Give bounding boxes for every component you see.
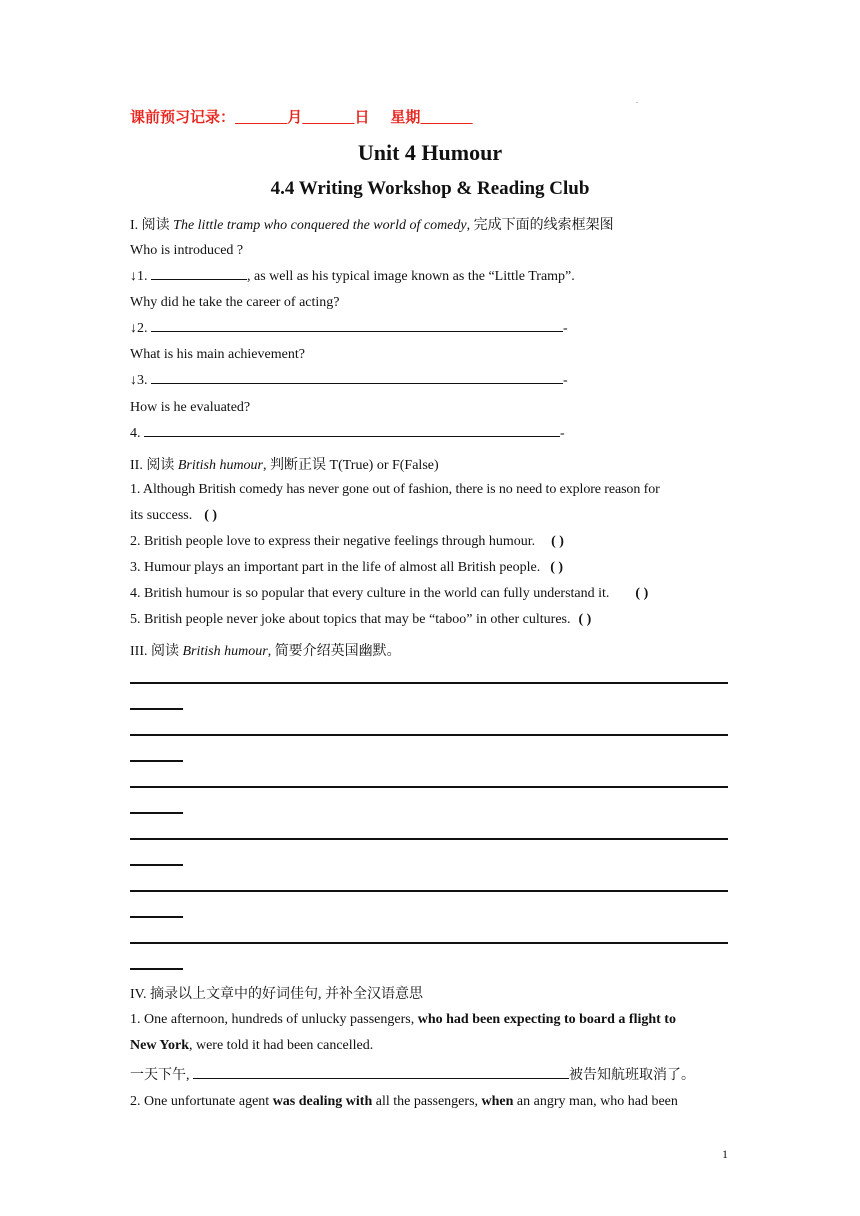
writing-line-short[interactable] [130,916,183,918]
section1-question-1: Who is introduced ? [130,243,244,258]
article-title: British humour [177,458,264,473]
day-label: 日 [354,108,370,126]
answer-blank-2[interactable] [151,330,563,332]
preview-record-line [130,106,473,127]
writing-line-short[interactable] [130,812,183,814]
tf-answer-paren-1[interactable]: ( ) [204,508,218,523]
answer-blank-3[interactable] [151,382,563,384]
section1-question-4: How is he evaluated? [130,400,251,415]
writing-line-short[interactable] [130,968,183,970]
tf-item-2: 2. British people love to express their negative feelings through humour. ( ) [130,534,564,549]
page-number: 1 [722,1147,728,1161]
section1-answer-2: ↓2. - [130,321,568,336]
answer-blank-4[interactable] [144,435,560,437]
writing-line[interactable] [130,838,728,840]
weekday-blank [420,108,472,126]
preview-label: 课前预习记录： [130,108,236,126]
excerpt-1-line2: New York, were told it had been cancelled. [130,1038,374,1053]
translation-blank-1[interactable] [193,1077,569,1079]
section1-question-2: Why did he take the career of acting? [130,295,340,310]
writing-line[interactable] [130,734,728,736]
tf-answer-paren-4[interactable]: ( ) [635,586,649,601]
article-title: The little tramp who conquered the world of comedy [173,218,467,233]
section1-answer-4: 4. - [130,426,565,441]
excerpt-2-line1: 2. One unfortunate agent was dealing with all the passengers, when an angry man, who had been [130,1094,678,1109]
weekday-label: 星期 [390,108,421,126]
month-label: 月 [287,108,303,126]
writing-line-short[interactable] [130,708,183,710]
day-blank [302,108,354,126]
answer-blank-1[interactable] [151,278,247,280]
writing-line[interactable] [130,890,728,892]
tf-answer-paren-2[interactable]: ( ) [551,534,564,549]
page-title: Unit 4 Humour [357,140,503,165]
excerpt-1-line1: 1. One afternoon, hundreds of unlucky passengers, who had been expecting to board a flight to [130,1012,676,1027]
month-blank [235,108,287,126]
writing-line-short[interactable] [130,864,183,866]
section1-question-3: What is his main achievement? [130,347,305,362]
excerpt-1-translation: 一天下午, 被告知航班取消了。 [130,1068,695,1083]
section1-answer-1: ↓1. , as well as his typical image known as the “Little Tramp”. [130,269,575,284]
tf-item-4: 4. British humour is so popular that every culture in the world can fully understand it. ( ) [130,586,649,601]
stray-dot-mark: . [636,96,638,105]
section2-heading: II. 阅读 British humour, 判断正误 T(True) or F(False) [130,458,439,473]
tf-item-3: 3. Humour plays an important part in the life of almost all British people. ( ) [130,560,564,575]
section1-answer-3: ↓3. - [130,373,568,388]
tf-item-5: 5. British people never joke about topics that may be “taboo” in other cultures. ( ) [130,612,592,627]
section3-heading: III. 阅读 British humour, 简要介绍英国幽默。 [130,644,401,659]
tf-item-1-line2: its success. ( ) [130,508,218,523]
writing-line[interactable] [130,786,728,788]
article-title: British humour [182,644,268,659]
section4-heading: IV. 摘录以上文章中的好词佳句, 并补全汉语意思 [130,987,423,1002]
writing-line[interactable] [130,942,728,944]
writing-line[interactable] [130,682,728,684]
tf-answer-paren-3[interactable]: ( ) [550,560,564,575]
tf-answer-paren-5[interactable]: ( ) [578,612,592,627]
writing-line-short[interactable] [130,760,183,762]
page-subtitle: 4.4 Writing Workshop & Reading Club [270,178,590,199]
tf-item-1-line1: 1. Although British comedy has never gone out of fashion, there is no need to explore reason for [130,482,660,497]
section1-heading: I. 阅读 The little tramp who conquered the world of comedy, 完成下面的线索框架图 [130,218,614,233]
